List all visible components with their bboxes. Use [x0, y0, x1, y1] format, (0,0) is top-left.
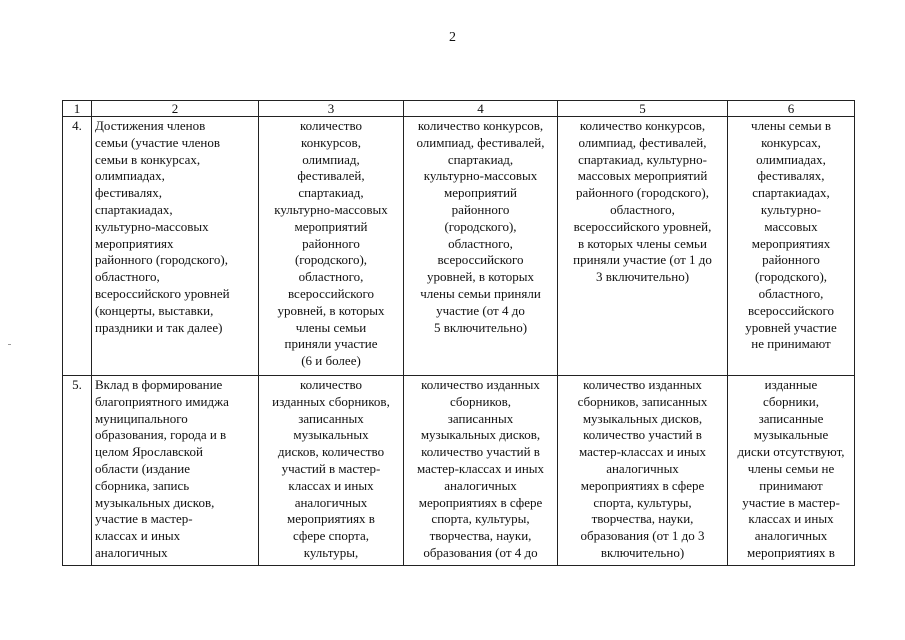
score-cell: количество изданных сборников, записанных музыкальных дисков, количество участий в мастер-классах и иных аналогичных мероприятиях в сфере спорта, культуры, творчества, науки, образования (от 1 до 3 включительно): [558, 376, 728, 566]
score-cell: изданные сборники, записанные музыкальные диски отсутствуют, члены семьи не принимают участие в мастер- классах и иных аналогичных мероприятиях в: [728, 376, 855, 566]
score-cell: количество изданных сборников, записанных музыкальных дисков, количество участий в мастер- классах и иных аналогичных мероприятиях в сфере спорта, культуры,: [259, 376, 404, 566]
score-cell: члены семьи в конкурсах, олимпиадах, фестивалях, спартакиадах, культурно- массовых мероприятиях районного (городского), областного, всероссийского уровней участие не принимают: [728, 117, 855, 376]
table-header-row: [63, 101, 855, 117]
score-cell: количество изданных сборников, записанных музыкальных дисков, количество участий в мастер-классах и иных аналогичных мероприятиях в сфере спорта, культуры, творчества, науки, образования (от 4 до: [404, 376, 558, 566]
criterion-cell: Достижения членов семьи (участие членов семьи в конкурсах, олимпиадах, фестивалях, спартакиадах, культурно-массовых мероприятиях районного (городского), областного, всероссийского уровней (концерты, выставки, праздники и так далее): [92, 117, 259, 376]
header-cell: 1: [63, 101, 92, 117]
row-number-cell: 4.: [63, 117, 92, 376]
criterion-cell: Вклад в формирование благоприятного имиджа муниципального образования, города и в целом Ярославской области (издание сборника, запись музыкальных дисков, участие в мастер- классах и иных аналогичных: [92, 376, 259, 566]
margin-mark: [8, 344, 11, 345]
header-cell: 3: [259, 101, 404, 117]
score-cell: количество конкурсов, олимпиад, фестивалей, спартакиад, культурно- массовых мероприятий районного (городского), областного, всероссийского уровней, в которых члены семьи приняли участие (от 1 до 3 включительно): [558, 117, 728, 376]
criteria-table: [62, 100, 855, 566]
header-cell: 2: [92, 101, 259, 117]
header-cell: 6: [728, 101, 855, 117]
table-row: [63, 376, 855, 566]
page-number: 2: [449, 30, 456, 45]
row-number-cell: 5.: [63, 376, 92, 566]
header-cell: 4: [404, 101, 558, 117]
score-cell: количество конкурсов, олимпиад, фестивалей, спартакиад, культурно-массовых мероприятий районного (городского), областного, всероссийского уровней, в которых члены семьи приняли участие (6 и более): [259, 117, 404, 376]
score-cell: количество конкурсов, олимпиад, фестивалей, спартакиад, культурно-массовых мероприятий районного (городского), областного, всероссийского уровней, в которых члены семьи приняли участие (от 4 до 5 включительно): [404, 117, 558, 376]
table-row: [63, 117, 855, 376]
header-cell: 5: [558, 101, 728, 117]
